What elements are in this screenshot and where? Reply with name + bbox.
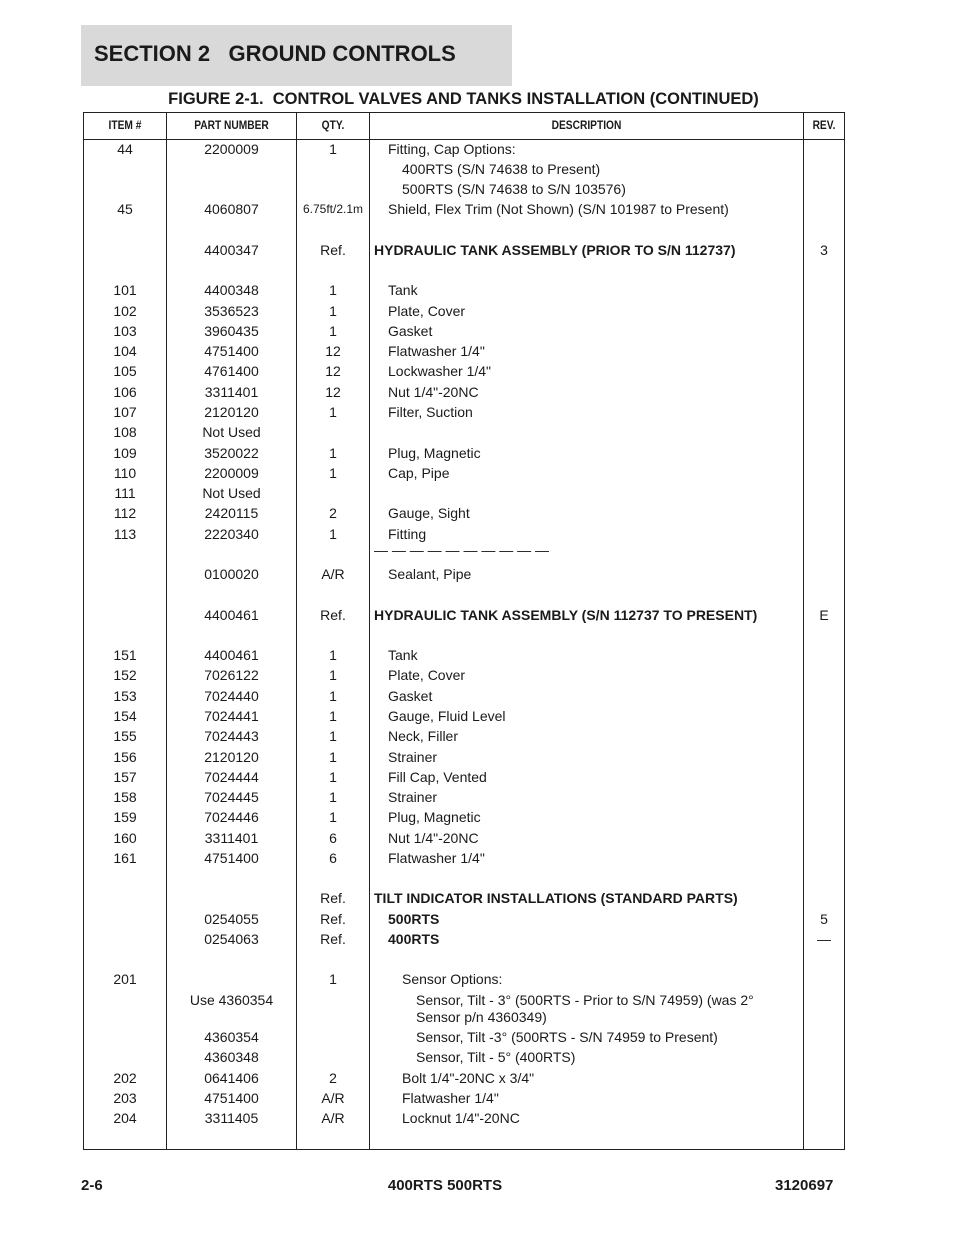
description-cell: HYDRAULIC TANK ASSEMBLY (PRIOR TO S/N 112737) — [374, 242, 736, 258]
rev-cell: E — [819, 607, 829, 623]
item-cell: 201 — [113, 971, 137, 987]
description-cell: 400RTS — [388, 931, 440, 947]
part-number-cell: 3311401 — [204, 384, 259, 400]
item-cell: 45 — [117, 201, 133, 217]
item-cell: 109 — [113, 445, 137, 461]
description-cell: Locknut 1/4"-20NC — [402, 1110, 520, 1126]
description-cell: Tank — [388, 282, 418, 298]
part-number-cell: Not Used — [202, 485, 261, 501]
item-cell: 113 — [113, 526, 137, 542]
item-cell: 111 — [114, 485, 136, 501]
qty-cell: 12 — [325, 363, 341, 379]
qty-cell: 1 — [329, 141, 337, 157]
part-number-cell: 3536523 — [204, 303, 259, 319]
item-cell: 161 — [113, 850, 137, 866]
description-cell: Fill Cap, Vented — [388, 769, 487, 785]
description-cell: Sensor, Tilt - 5° (400RTS) — [416, 1049, 576, 1065]
section-title: SECTION 2 GROUND CONTROLS — [94, 41, 456, 66]
description-cell: 500RTS (S/N 74638 to S/N 103576) — [402, 181, 626, 197]
part-number-cell: 7024443 — [204, 728, 259, 744]
part-number-cell: 3520022 — [204, 445, 259, 461]
item-cell: 110 — [113, 465, 137, 481]
qty-cell: 1 — [329, 323, 337, 339]
description-cell: — — — — — — — — — — — [374, 542, 550, 558]
qty-cell: 1 — [329, 789, 337, 805]
qty-cell: 1 — [329, 728, 337, 744]
part-number-cell: 2120120 — [204, 749, 259, 765]
description-cell: Sensor, Tilt - 3° (500RTS - Prior to S/N 74959) (was 2° — [416, 992, 754, 1008]
description-cell: Sealant, Pipe — [388, 566, 472, 582]
description-cell: Bolt 1/4"-20NC x 3/4" — [402, 1070, 535, 1086]
description-cell: Cap, Pipe — [388, 465, 450, 481]
qty-cell: 1 — [329, 769, 337, 785]
qty-cell: Ref. — [320, 931, 346, 947]
description-cell: 500RTS — [388, 911, 440, 927]
part-number-cell: 4751400 — [204, 343, 259, 359]
qty-cell: A/R — [321, 1110, 345, 1126]
qty-cell: Ref. — [320, 911, 346, 927]
item-cell: 159 — [113, 809, 137, 825]
item-cell: 104 — [113, 343, 137, 359]
part-number-cell: 3311401 — [204, 830, 259, 846]
part-number-cell: 0100020 — [204, 566, 259, 582]
qty-cell: 1 — [329, 465, 337, 481]
description-cell: Plate, Cover — [388, 667, 466, 683]
qty-cell: 1 — [329, 749, 337, 765]
item-cell: 158 — [113, 789, 137, 805]
qty-cell: 1 — [329, 303, 337, 319]
part-number-cell: 7024441 — [204, 708, 259, 724]
part-number-cell: 3960435 — [204, 323, 259, 339]
part-number-cell: 4360348 — [204, 1049, 259, 1065]
item-cell: 152 — [113, 667, 137, 683]
item-cell: 107 — [113, 404, 137, 420]
qty-cell: A/R — [321, 566, 345, 582]
description-cell: Filter, Suction — [388, 404, 473, 420]
part-number-cell: 2120120 — [204, 404, 259, 420]
item-cell: 160 — [113, 830, 137, 846]
page-number: 2-6 — [81, 1177, 103, 1194]
part-number-cell: 0254055 — [204, 911, 259, 927]
rev-cell: 5 — [820, 911, 828, 927]
item-cell: 101 — [113, 282, 137, 298]
description-cell: Plug, Magnetic — [388, 445, 481, 461]
item-cell: 154 — [113, 708, 137, 724]
description-cell: Sensor, Tilt -3° (500RTS - S/N 74959 to Present) — [416, 1029, 718, 1045]
part-number-cell: 7024444 — [204, 769, 259, 785]
column-header-rev: REV. — [812, 118, 836, 132]
column-divider — [296, 113, 297, 1149]
item-cell: 151 — [113, 647, 137, 663]
description-cell: Gasket — [388, 323, 433, 339]
description-cell: Gauge, Sight — [388, 505, 470, 521]
part-number-cell: 4751400 — [204, 850, 259, 866]
qty-cell: 1 — [329, 445, 337, 461]
qty-cell: 1 — [329, 971, 337, 987]
column-header-item: ITEM # — [108, 118, 142, 132]
description-cell: Nut 1/4"-20NC — [388, 384, 479, 400]
item-cell: 202 — [113, 1070, 137, 1086]
item-cell: 103 — [113, 323, 137, 339]
description-cell: Fitting — [388, 526, 427, 542]
qty-cell: 6 — [329, 830, 337, 846]
item-cell: 204 — [113, 1110, 137, 1126]
qty-cell: Ref. — [320, 607, 346, 623]
column-header-description: DESCRIPTION — [551, 118, 622, 132]
item-cell: 106 — [113, 384, 137, 400]
part-number-cell: 4360354 — [204, 1029, 259, 1045]
rev-cell: — — [817, 931, 831, 947]
part-number-cell: 0254063 — [204, 931, 259, 947]
description-cell: Strainer — [388, 749, 438, 765]
section-header — [81, 25, 512, 86]
qty-cell: 2 — [329, 505, 337, 521]
description-cell: Shield, Flex Trim (Not Shown) (S/N 101987 to Present) — [388, 201, 729, 217]
part-number-cell: 4400461 — [204, 647, 259, 663]
part-number-cell: 4060807 — [204, 201, 259, 217]
part-number-cell: 3311405 — [204, 1110, 259, 1126]
item-cell: 156 — [113, 749, 137, 765]
part-number-cell: 2200009 — [204, 465, 259, 481]
part-number-cell: 7024446 — [204, 809, 259, 825]
description-cell: Strainer — [388, 789, 438, 805]
description-cell: Flatwasher 1/4" — [388, 850, 485, 866]
part-number-cell: 4761400 — [204, 363, 259, 379]
model-name: 400RTS 500RTS — [387, 1177, 503, 1194]
qty-cell: 6 — [329, 850, 337, 866]
column-header-part-number: PART NUMBER — [194, 118, 269, 132]
description-cell: HYDRAULIC TANK ASSEMBLY (S/N 112737 TO PRESENT) — [374, 607, 758, 623]
qty-cell: Ref. — [320, 242, 346, 258]
rev-cell: 3 — [820, 242, 828, 258]
qty-cell: 1 — [329, 526, 337, 542]
description-cell: Neck, Filler — [388, 728, 459, 744]
part-number-cell: 2420115 — [204, 505, 259, 521]
description-cell: Flatwasher 1/4" — [402, 1090, 499, 1106]
figure-title: FIGURE 2-1. CONTROL VALVES AND TANKS INSTALLATION (CONTINUED) — [168, 90, 759, 108]
part-number-cell: 7024445 — [204, 789, 259, 805]
qty-cell: 1 — [329, 667, 337, 683]
item-cell: 112 — [113, 505, 137, 521]
qty-cell: 1 — [329, 647, 337, 663]
item-cell: 155 — [113, 728, 137, 744]
description-cell: Sensor Options: — [402, 971, 503, 987]
header-divider — [84, 139, 844, 140]
qty-cell: 1 — [329, 688, 337, 704]
description-cell: Plate, Cover — [388, 303, 466, 319]
part-number-cell: 2220340 — [204, 526, 259, 542]
item-cell: 157 — [113, 769, 137, 785]
part-number-cell: Not Used — [202, 424, 261, 440]
description-cell: Sensor p/n 4360349) — [416, 1009, 547, 1025]
parts-table — [83, 112, 845, 1150]
part-number-cell: 4400461 — [204, 607, 259, 623]
item-cell: 203 — [113, 1090, 137, 1106]
qty-cell: 1 — [329, 708, 337, 724]
qty-cell: A/R — [321, 1090, 345, 1106]
description-cell: Gasket — [388, 688, 433, 704]
description-cell: Gauge, Fluid Level — [388, 708, 506, 724]
description-cell: Nut 1/4"-20NC — [388, 830, 479, 846]
document-number: 3120697 — [775, 1177, 834, 1194]
part-number-cell: 4400348 — [204, 282, 259, 298]
description-cell: TILT INDICATOR INSTALLATIONS (STANDARD PARTS) — [374, 890, 738, 906]
description-cell: 400RTS (S/N 74638 to Present) — [402, 161, 601, 177]
qty-cell: 1 — [329, 282, 337, 298]
column-header-qty: QTY. — [321, 118, 345, 132]
description-cell: Lockwasher 1/4" — [388, 363, 492, 379]
qty-cell: 12 — [325, 384, 341, 400]
part-number-cell: Use 4360354 — [189, 992, 274, 1008]
item-cell: 105 — [113, 363, 137, 379]
description-cell: Fitting, Cap Options: — [388, 141, 516, 157]
qty-cell: 6.75ft/2.1m — [302, 202, 364, 216]
item-cell: 153 — [113, 688, 137, 704]
description-cell: Tank — [388, 647, 418, 663]
description-cell: Plug, Magnetic — [388, 809, 481, 825]
part-number-cell: 4400347 — [204, 242, 259, 258]
item-cell: 108 — [113, 424, 137, 440]
qty-cell: 2 — [329, 1070, 337, 1086]
item-cell: 44 — [117, 141, 133, 157]
part-number-cell: 0641406 — [204, 1070, 259, 1086]
part-number-cell: 2200009 — [204, 141, 259, 157]
item-cell: 102 — [113, 303, 137, 319]
qty-cell: 12 — [325, 343, 341, 359]
qty-cell: Ref. — [320, 890, 346, 906]
qty-cell: 1 — [329, 809, 337, 825]
qty-cell: 1 — [329, 404, 337, 420]
description-cell: Flatwasher 1/4" — [388, 343, 485, 359]
part-number-cell: 4751400 — [204, 1090, 259, 1106]
part-number-cell: 7026122 — [204, 667, 259, 683]
part-number-cell: 7024440 — [204, 688, 259, 704]
